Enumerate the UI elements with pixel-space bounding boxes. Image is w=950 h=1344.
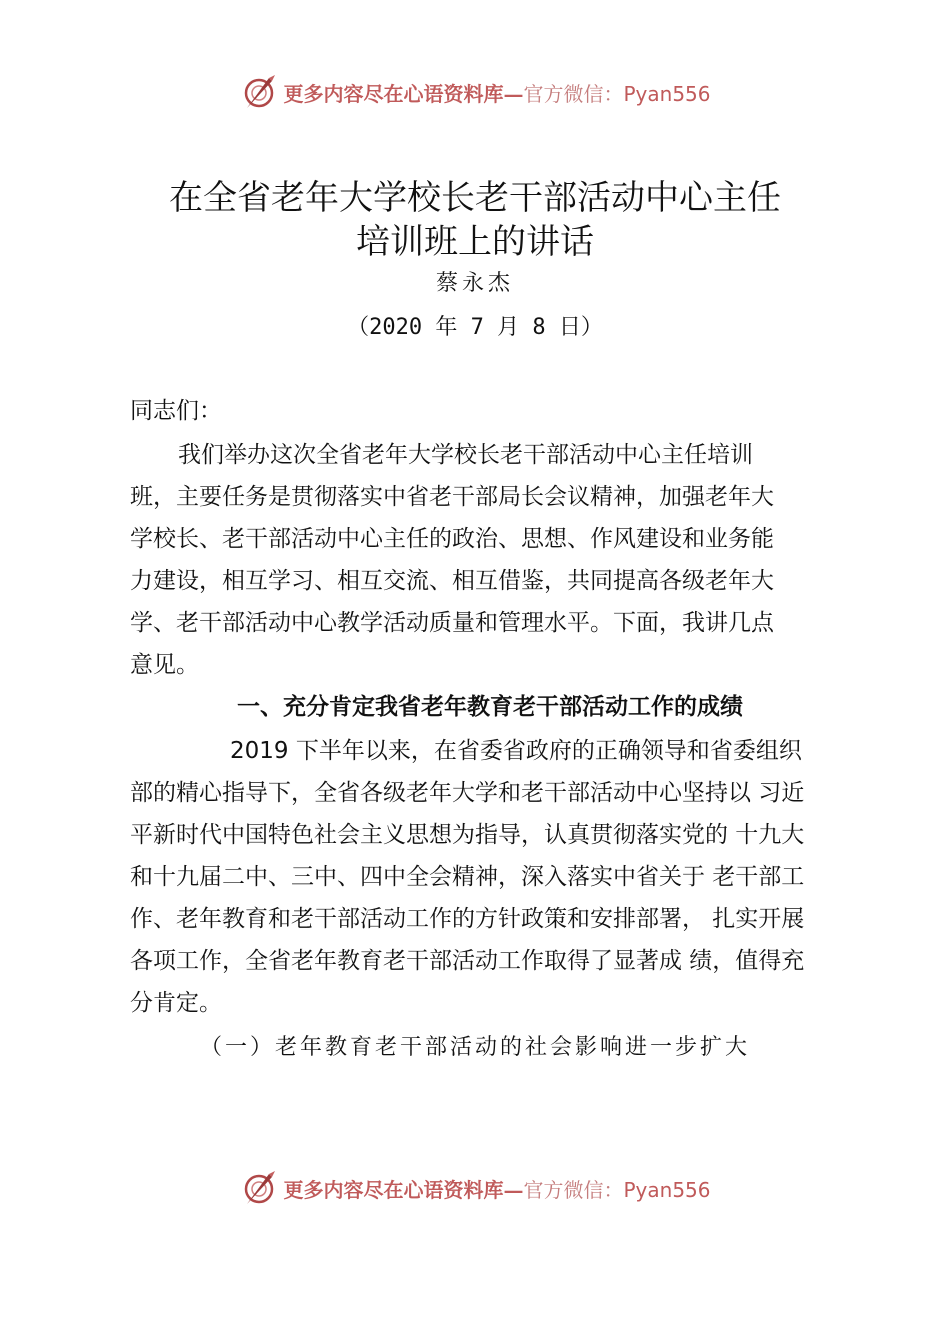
speech-date: （2020 年 7 月 8 日） xyxy=(347,315,603,340)
paragraph-line: 各项工作，全省老年教育老干部活动工作取得了显著成 绩，值得充 xyxy=(130,948,805,974)
paragraph-line: 和十九届二中、三中、四中全会精神，深入落实中省关于 老干部工 xyxy=(130,864,805,890)
banner-wechat-label: 官方微信： xyxy=(523,81,624,106)
document-title-line-2: 培训班上的讲话 xyxy=(356,222,594,262)
paragraph-line: 我们举办这次全省老年大学校长老干部活动中心主任培训 xyxy=(178,442,753,468)
paragraph-achievements xyxy=(130,730,830,1024)
paragraph-intro xyxy=(130,434,830,686)
salutation-text: 同志们： xyxy=(130,398,222,424)
paragraph-line: 学、老干部活动中心教学活动质量和管理水平。下面，我讲几点 xyxy=(130,610,774,636)
paragraph-line: 学校长、老干部活动中心主任的政治、思想、作风建设和业务能 xyxy=(130,526,774,552)
paragraph-line: 班，主要任务是贯彻落实中省老干部局长会议精神，加强老年大 xyxy=(130,484,774,510)
banner-wechat-id: Pyan556 xyxy=(623,81,711,106)
paragraph-line: 意见。 xyxy=(130,652,199,678)
paragraph-line: 作、老年教育和老干部活动工作的方针政策和安排部署， 扎实开展 xyxy=(130,906,805,932)
paragraph-line: 平新时代中国特色社会主义思想为指导，认真贯彻落实党的 十九大 xyxy=(130,822,805,848)
document-title-line-1: 在全省老年大学校长老干部活动中心主任 xyxy=(169,178,781,218)
banner-wechat-label: 官方微信： xyxy=(523,1177,624,1202)
subsection-heading-1: （一）老年教育老干部活动的社会影响进一步扩大 xyxy=(200,1035,751,1060)
banner-main-text: 更多内容尽在心语资料库— xyxy=(283,1177,524,1202)
banner-text xyxy=(283,78,710,107)
banner-text xyxy=(283,1174,710,1203)
paragraph-line: 分肯定。 xyxy=(130,990,222,1016)
paragraph-line: 部的精心指导下，全省各级老年大学和老干部活动中心坚持以 习近 xyxy=(130,780,805,806)
header-watermark-banner xyxy=(0,70,950,114)
salutation xyxy=(130,390,830,432)
author-name: 蔡永杰 xyxy=(435,271,514,296)
banner-wechat-id: Pyan556 xyxy=(623,1177,711,1202)
quill-logo-icon xyxy=(239,1168,279,1208)
section-heading-1: 一、充分肯定我省老年教育老干部活动工作的成绩 xyxy=(237,694,743,720)
footer-watermark-banner xyxy=(0,1166,950,1210)
paragraph-line: 2019 下半年以来，在省委省政府的正确领导和省委组织 xyxy=(230,738,802,764)
quill-logo-icon xyxy=(239,72,279,112)
banner-main-text: 更多内容尽在心语资料库— xyxy=(283,81,524,106)
paragraph-line: 力建设，相互学习、相互交流、相互借鉴，共同提高各级老年大 xyxy=(130,568,774,594)
